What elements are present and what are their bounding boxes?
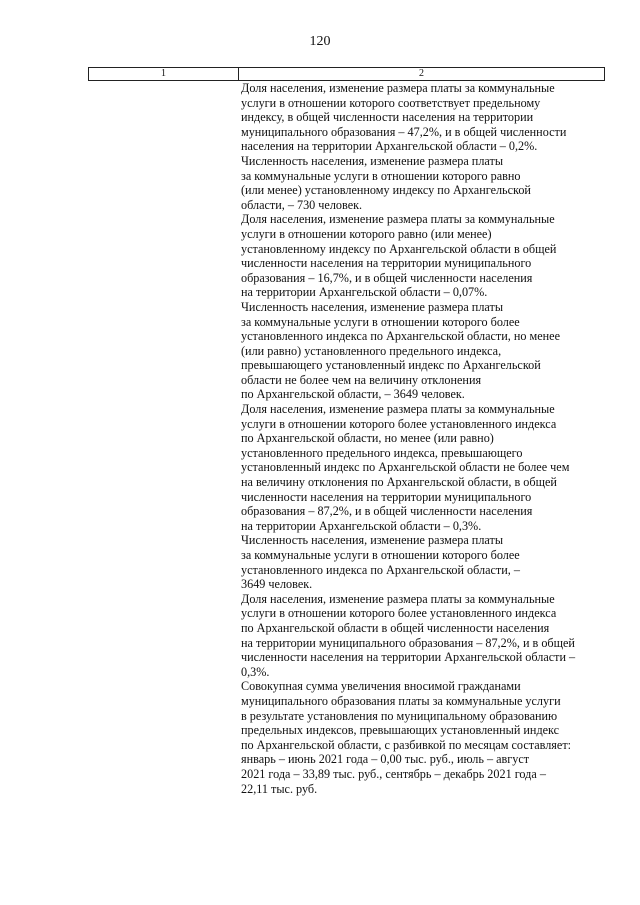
page-number: 120 <box>309 34 331 49</box>
table <box>88 67 605 81</box>
column-2-content <box>241 81 601 796</box>
paragraph: Доля населения, изменение размера платы за коммунальные услуги в отношении которого равно (или менее) установленному индексу по Архангельской области в общей численности населения на территории муниципального образования – 16,7%, и в общей численности населения на территории Архангельской области – 0,07%. <box>241 212 557 300</box>
paragraph: Численность населения, изменение размера платы за коммунальные услуги в отношении которого более установленного индекса по Архангельской области, – 3649 человек. <box>241 533 520 592</box>
table-header-row <box>88 67 605 81</box>
column-1-header: 1 <box>89 68 239 80</box>
column-2-header: 2 <box>419 68 424 79</box>
paragraph: Доля населения, изменение размера платы за коммунальные услуги в отношении которого более установленного индекса по Архангельской области в общей численности населения на территории муниципального образования – 87,2%, и в общей численности населения на территории Архангельской области – 0,3%. <box>241 591 576 679</box>
paragraph: Доля населения, изменение размера платы за коммунальные услуги в отношении которого более установленного индекса по Архангельской области, но менее (или равно) установленного предельного индекса, превышающего установленный индекс по Архангельской области не более чем на величину отклонения по Архангельской области, в общей численности населения на территории муниципального образования – 87,2%, и в общей численности населения на территории Архангельской области – 0,3%. <box>241 402 570 533</box>
paragraph: Численность населения, изменение размера платы за коммунальные услуги в отношении которого равно (или менее) установленному индексу по Архангельской области, – 730 человек. <box>241 153 531 212</box>
paragraph: Совокупная сумма увеличения вносимой гражданами муниципального образования платы за коммунальные услуги в результате установления по муниципальному образованию предельных индексов, превышающих установленный индекс по Архангельской области, с разбивкой по месяцам составляет: январь – июнь 2021 года – 0,00 тыс. руб., июль – август 2021 года – 33,89 тыс. руб., сентябрь – декабрь 2021 года – 22,11 тыс. руб. <box>241 679 572 796</box>
paragraph: Численность населения, изменение размера платы за коммунальные услуги в отношении которого более установленного индекса по Архангельской области, но менее (или равно) установленного предельного индекса, превышающего установленный индекс по Архангельской области не более чем на величину отклонения по Архангельской области, – 3649 человек. <box>241 299 560 402</box>
paragraph: Доля населения, изменение размера платы за коммунальные услуги в отношении которого соответствует предельному индексу, в общей численности населения на территории муниципального образования – 47,2%, и в общей численности населения на территории Архангельской области – 0,2%. <box>241 81 567 154</box>
